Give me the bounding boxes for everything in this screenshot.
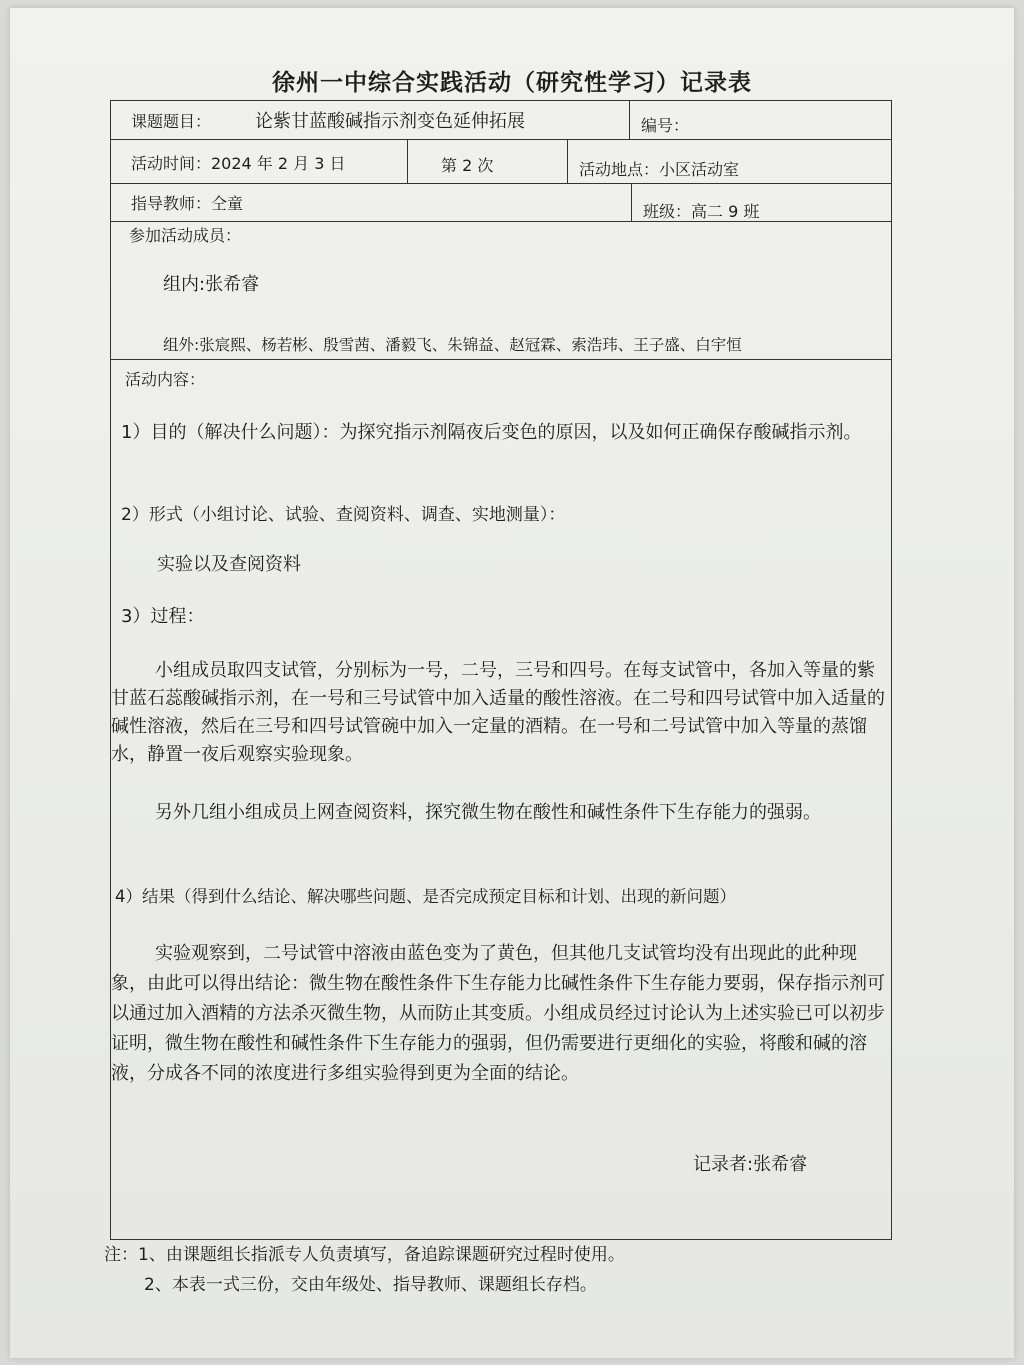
- members-outer: 组外:张宸熙、杨若彬、殷雪茜、潘毅飞、朱锦益、赵冠霖、索浩玮、王子盛、白宇恒: [163, 336, 742, 354]
- members-inner: 组内:张希睿: [163, 274, 260, 295]
- instructor: 指导教师：仝童: [131, 194, 244, 213]
- purpose-text: 为探究指示剂隔夜后变色的原因，以及如何正确保存酸碱指示剂。: [339, 422, 862, 443]
- col-divider: [407, 139, 408, 183]
- col-divider: [567, 139, 568, 183]
- record-form-table: [110, 100, 892, 1240]
- form-text: 实验以及查阅资料: [157, 554, 301, 575]
- form-heading: 2）形式（小组讨论、试验、查阅资料、调查、实地测量）：: [121, 505, 566, 525]
- content-label: 活动内容：: [125, 370, 206, 389]
- class-info: 班级：高二 9 班: [643, 202, 760, 221]
- result-heading: 4）结果（得到什么结论、解决哪些问题、是否完成预定目标和计划、出现的新问题）: [115, 887, 736, 906]
- row-divider: [111, 183, 891, 184]
- members-label: 参加活动成员：: [129, 226, 242, 245]
- activity-time: 活动时间：2024 年 2 月 3 日: [131, 154, 346, 173]
- process-heading: 3）过程：: [121, 606, 205, 627]
- result-paragraph: 实验观察到，二号试管中溶液由蓝色变为了黄色，但其他几支试管均没有出现此的此种现象，由此可以得出结论：微生物在酸性条件下生存能力比碱性条件下生存能力要弱，保存指示剂可以通过加入酒精的方法杀灭微生物，从而防止其变质。小组成员经过讨论认为上述实验已可以初步证明，微生物在酸性和碱性条件下生存能力的强弱，但仍需要进行更细化的实验，将酸和碱的溶液，分成各不同的浓度进行多组实验得到更为全面的结论。: [111, 943, 885, 1084]
- row-divider: [111, 359, 891, 360]
- row-divider: [111, 221, 891, 222]
- purpose-heading: 1）目的（解决什么问题）：: [121, 422, 340, 443]
- recorder-signature: 记录者:张希睿: [693, 1154, 808, 1175]
- process-paragraph-1: 小组成员取四支试管，分别标为一号，二号，三号和四号。在每支试管中，各加入等量的紫甘蓝石蕊酸碱指示剂，在一号和三号试管中加入适量的酸性溶液。在二号和四号试管中加入适量的碱性溶液，然后在三号和四号试管碗中加入一定量的酒精。在一号和二号试管中加入等量的蒸馏水，静置一夜后观察实验现象。: [111, 660, 885, 765]
- row-divider: [111, 139, 891, 140]
- form-title: 徐州一中综合实践活动（研究性学习）记录表: [272, 70, 752, 96]
- purpose-block: [121, 419, 883, 447]
- col-divider: [629, 101, 630, 139]
- paper-sheet: [10, 8, 1014, 1358]
- activity-location: 活动地点：小区活动室: [579, 160, 740, 179]
- col-divider: [631, 183, 632, 221]
- number-label: 编号：: [641, 116, 690, 135]
- topic-label: 课题题目：: [131, 112, 212, 131]
- footnote-1: 注：1、由课题组长指派专人负责填写，备追踪课题研究过程时使用。: [104, 1245, 625, 1265]
- process-paragraph-2: 另外几组小组成员上网查阅资料，探究微生物在酸性和碱性条件下生存能力的强弱。: [155, 802, 821, 823]
- footnote-2: 2、本表一式三份，交由年级处、指导教师、课题组长存档。: [144, 1275, 597, 1295]
- topic-value: 论紫甘蓝酸碱指示剂变色延伸拓展: [255, 111, 525, 132]
- session-number: 第 2 次: [441, 156, 494, 175]
